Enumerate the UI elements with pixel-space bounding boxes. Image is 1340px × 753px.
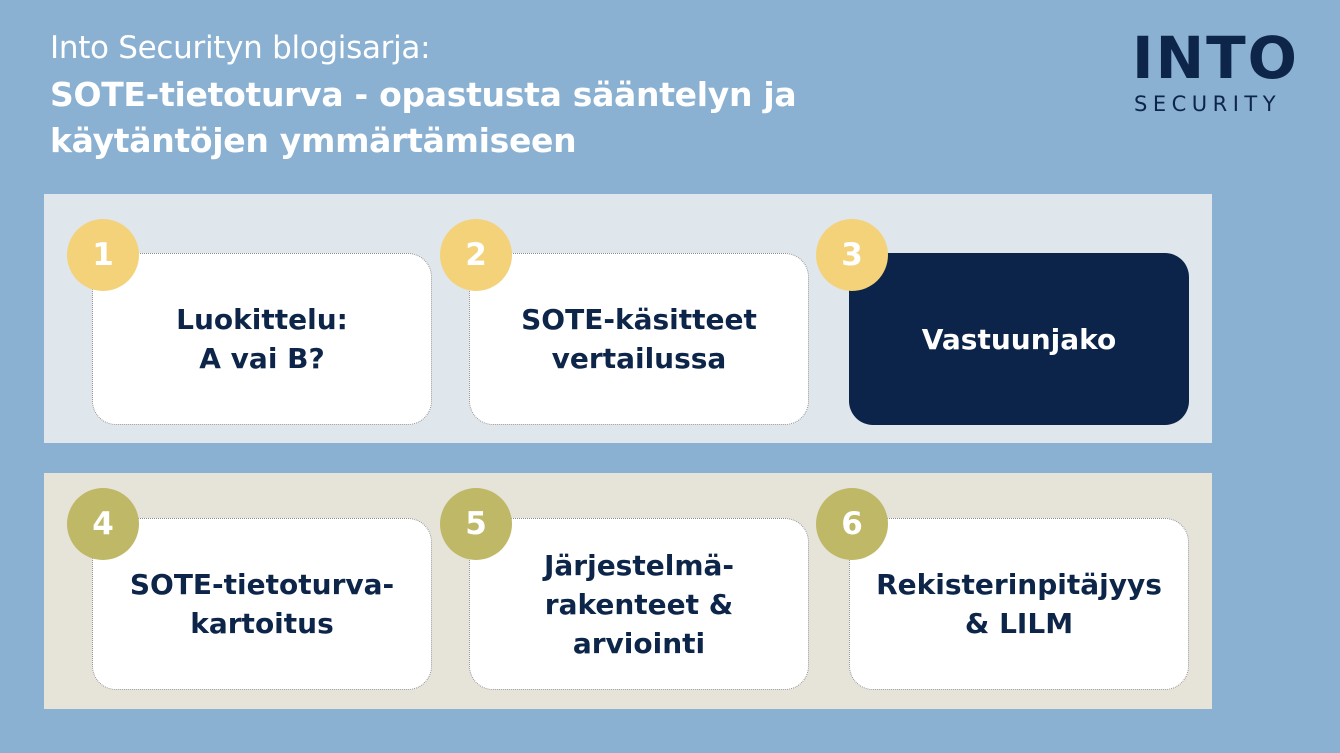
card-1-number-badge: 1	[67, 219, 139, 291]
page-title-line2: käytäntöjen ymmärtämiseen	[50, 121, 577, 160]
logo-subtext: SECURITY	[1134, 92, 1282, 116]
card-6-number-badge: 6	[816, 488, 888, 560]
card-4-number-badge: 4	[67, 488, 139, 560]
card-1[interactable]	[92, 253, 432, 425]
card-5[interactable]	[469, 518, 809, 690]
card-3[interactable]	[849, 253, 1189, 425]
card-3-number-badge: 3	[816, 219, 888, 291]
card-4-label: SOTE-tietoturva- kartoitus	[129, 568, 395, 640]
card-3-label: Vastuunjako	[921, 322, 1117, 356]
card-4[interactable]	[92, 518, 432, 690]
header	[50, 28, 1030, 164]
card-5-number-badge: 5	[440, 488, 512, 560]
page-title-line1: SOTE-tietoturva - opastusta sääntelyn ja	[50, 75, 797, 114]
logo-wordmark: INTO	[1132, 24, 1299, 92]
series-label: Into Securityn blogisarja:	[50, 30, 431, 66]
card-2-label: SOTE-käsitteet vertailussa	[521, 303, 757, 375]
card-2[interactable]	[469, 253, 809, 425]
card-5-label: Järjestelmä- rakenteet & arviointi	[543, 548, 735, 660]
page-title	[50, 72, 1030, 164]
card-6-label: Rekisterinpitäjyys & LILM	[876, 568, 1162, 640]
into-security-logo	[1132, 24, 1302, 118]
card-6[interactable]	[849, 518, 1189, 690]
card-2-number-badge: 2	[440, 219, 512, 291]
card-1-label: Luokittelu: A vai B?	[176, 303, 348, 375]
